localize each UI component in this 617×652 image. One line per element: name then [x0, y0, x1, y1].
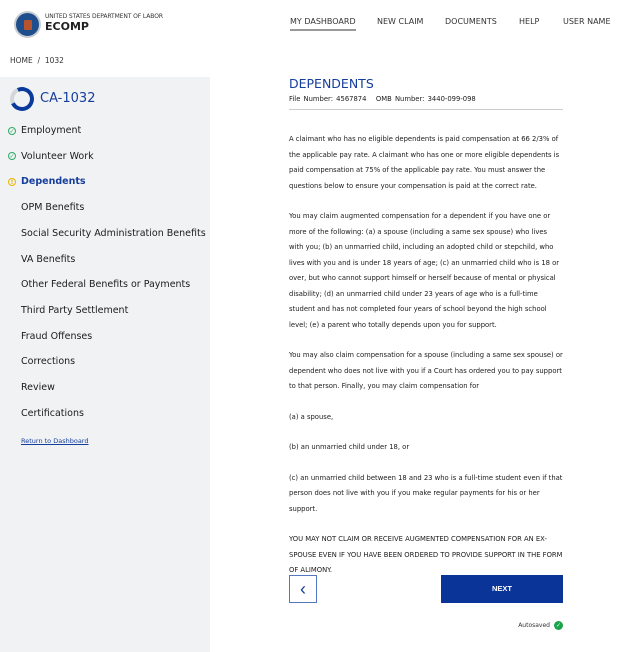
header — [0, 0, 617, 50]
sidebar-item[interactable] — [8, 202, 84, 213]
sidebar-item-label: Review — [21, 382, 55, 393]
sidebar-item[interactable] — [8, 176, 86, 187]
next-button[interactable]: NEXT — [441, 575, 563, 603]
form-id: CA-1032 — [40, 91, 96, 106]
sidebar — [0, 77, 210, 652]
dol-seal-logo — [14, 11, 41, 38]
sidebar-item-label: Certifications — [21, 407, 84, 419]
sidebar-item-label: Dependents — [21, 176, 86, 188]
sidebar-item-label: Third Party Settlement — [21, 304, 129, 316]
sidebar-item[interactable] — [8, 254, 75, 265]
paragraph: (c) an unmarried child between 18 and 23 who is a full-time student even if that person does not live with you if you make regular payments for his or her support. — [289, 473, 563, 513]
sidebar-item-label: Social Security Administration Benefits — [21, 227, 206, 239]
sidebar-item-label: VA Benefits — [21, 253, 76, 265]
nav-help[interactable]: HELP — [519, 17, 540, 26]
agency-name: UNITED STATES DEPARTMENT OF LABOR — [45, 13, 163, 20]
sidebar-item-label: OPM Benefits — [21, 202, 85, 214]
paragraph: You may also claim compensation for a spouse (including a same sex spouse) or dependent who does not live with you if a Court has ordered you to pay support to that person. Finally, you may claim compensation for — [289, 351, 563, 390]
body-text — [289, 132, 563, 579]
sidebar-item[interactable] — [8, 125, 81, 136]
sidebar-item-label: Fraud Offenses — [21, 330, 93, 342]
sidebar-item-label: Employment — [21, 125, 82, 136]
sidebar-item-label: Other Federal Benefits or Payments — [21, 279, 191, 291]
sidebar-item[interactable] — [8, 305, 128, 316]
sidebar-item[interactable] — [8, 382, 55, 393]
main-content — [289, 76, 563, 594]
paragraph: (b) an unmarried child under 18, or — [289, 443, 410, 451]
check-circle-icon: ✓ — [9, 127, 15, 135]
sidebar-item[interactable] — [8, 408, 84, 419]
paragraph: You may claim augmented compensation for a dependent if you have one or more of the following: (a) a spouse (including a same sex spouse) who lives with you; (b) an unmarried child, including an adopted child or stepchild, who lives with you and is under 18 years of age; (c) an unmarried child who is 18 or over, but who cannot support himself or herself because of mental or physical disability; (d) an unmarried child under 23 years of age who is a full-time student and has not completed four years of school beyond the high school level; (e) a parent who totally depends upon you for support. — [289, 212, 560, 329]
check-circle-icon: ✓ — [9, 153, 15, 161]
nav-new-claim[interactable]: NEW CLAIM — [377, 17, 424, 26]
check-circle-icon: ✓ — [555, 622, 562, 629]
warning-circle-icon: ! — [8, 178, 16, 186]
breadcrumb: HOME / 1032 — [10, 56, 64, 65]
sidebar-item[interactable] — [8, 331, 92, 342]
autosave-status — [518, 621, 563, 630]
sidebar-item-label: Corrections — [21, 356, 76, 368]
sidebar-item[interactable] — [8, 228, 206, 239]
nav-user-name[interactable]: USER NAME — [563, 17, 611, 26]
brand-name: ECOMP — [45, 20, 89, 33]
paragraph: YOU MAY NOT CLAIM OR RECEIVE AUGMENTED COMPENSATION FOR AN EX-SPOUSE EVEN IF YOU HAVE BEEN ORDERED TO PROVIDE SUPPORT IN THE FORM OF ALIMONY. — [289, 535, 563, 574]
paragraph: A claimant who has no eligible dependents is paid compensation at 66 2/3% of the applicable pay rate. A claimant who has one or more eligible dependents is paid compensation at 75% of the applicable pay rate. You must answer the questions below to ensure your compensation is paid at the correct rate. — [289, 135, 560, 190]
back-button[interactable] — [289, 575, 317, 603]
file-meta: File Number: 4567874 OMB Number: 3440-099-098 — [289, 95, 563, 110]
progress-ring — [7, 84, 38, 115]
sidebar-item[interactable] — [8, 356, 75, 367]
sidebar-item[interactable] — [8, 279, 190, 290]
page-title: DEPENDENTS — [289, 76, 374, 91]
chevron-left-icon: ‹ — [300, 579, 306, 599]
nav-documents[interactable]: DOCUMENTS — [445, 17, 497, 26]
autosave-label: Autosaved — [518, 622, 550, 629]
sidebar-item-label: Volunteer Work — [21, 150, 94, 162]
return-to-dashboard-link[interactable]: Return to Dashboard — [21, 437, 89, 445]
nav-my-dashboard[interactable]: MY DASHBOARD — [290, 17, 356, 31]
paragraph: (a) a spouse, — [289, 412, 334, 421]
sidebar-item[interactable] — [8, 151, 94, 162]
